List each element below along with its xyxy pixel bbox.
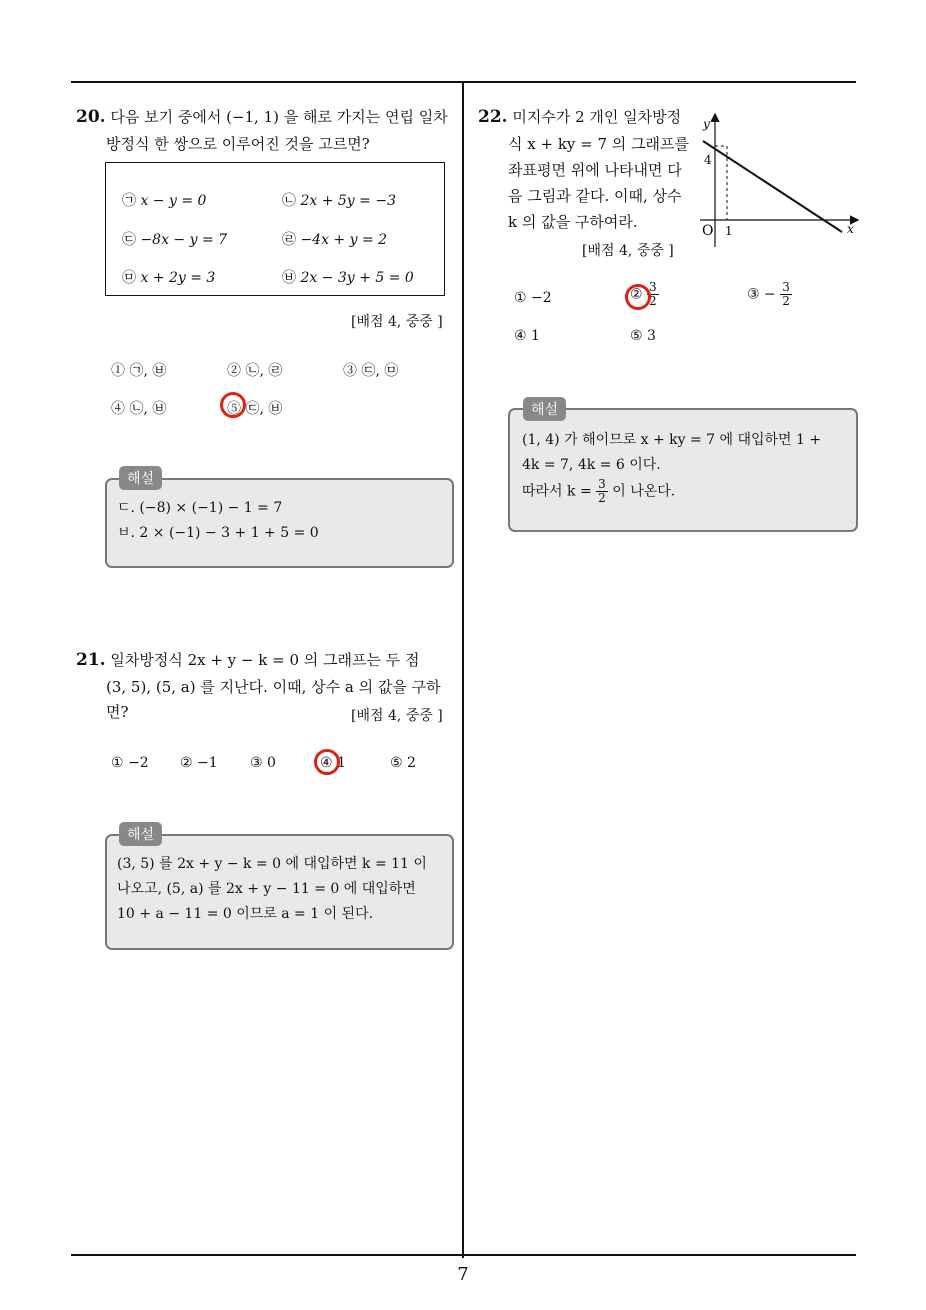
q21-choice-2[interactable]: ② −1 xyxy=(180,755,218,771)
page-number: 7 xyxy=(457,1264,469,1285)
q20-stem xyxy=(76,105,448,130)
q21-line3: 면? xyxy=(106,703,129,721)
q21-number: 21. xyxy=(76,650,106,670)
q21-stem xyxy=(76,648,420,673)
q22-choice-4[interactable]: ④ 1 xyxy=(514,328,540,344)
q20-line1: 다음 보기 중에서 (−1, 1) 을 해로 가지는 연립 일차 xyxy=(110,108,448,126)
q22-solution-line-2: 4k = 7, 4k = 6 이다. xyxy=(522,457,661,473)
q22-solution-line-1: (1, 4) 가 해이므로 x + ky = 7 에 대입하면 1 + xyxy=(522,432,822,448)
q20-solution-line-1: ㄷ. (−8) × (−1) − 1 = 7 xyxy=(117,500,283,516)
q22-solution-line-3: 따라서 k = $\frac{3}{2}$ 이 나온다. xyxy=(522,477,676,505)
origin-label: O xyxy=(702,223,714,239)
y-axis-label: y xyxy=(703,117,710,131)
q22-number: 22. xyxy=(478,107,508,127)
bottom-rule xyxy=(71,1254,856,1256)
x-axis-label: x xyxy=(847,222,854,236)
q21-choice-1[interactable]: ① −2 xyxy=(111,755,149,771)
q22-line3: 좌표평면 위에 나타내면 다 xyxy=(508,161,682,179)
q21-answer-mark xyxy=(314,749,340,775)
q20-score: [배점 4, 중중 ] xyxy=(351,314,443,330)
q20-choice-2[interactable]: ② ㉡, ㉣ xyxy=(227,363,283,379)
q22-line4: 음 그림과 같다. 이때, 상수 xyxy=(508,187,682,205)
q22-choice-5[interactable]: ⑤ 3 xyxy=(630,328,656,344)
column-divider xyxy=(462,83,464,1258)
q21-choice-4[interactable]: ④ 1 xyxy=(320,755,346,771)
q20-item-5: ㉤ x + 2y = 3 xyxy=(122,270,216,286)
q21-solution-line-3: 10 + a − 11 = 0 이므로 a = 1 이 된다. xyxy=(117,906,374,922)
q20-solution-tag: 해설 xyxy=(119,466,162,490)
q20-solution-line-2: ㅂ. 2 × (−1) − 3 + 1 + 5 = 0 xyxy=(117,525,319,541)
q21-solution-text xyxy=(117,852,427,927)
q22-line1: 미지수가 2 개인 일차방정 xyxy=(512,108,682,126)
q21-choice-3[interactable]: ③ 0 xyxy=(250,755,276,771)
q20-choice-3[interactable]: ③ ㉢, ㉤ xyxy=(343,363,399,379)
q21-choice-5[interactable]: ⑤ 2 xyxy=(390,755,416,771)
q20-item-6: ㉥ 2x − 3y + 5 = 0 xyxy=(282,270,414,286)
q22-choice-2[interactable]: ② $\frac{3}{2}$ xyxy=(630,280,657,308)
q22-solution-text xyxy=(522,428,821,505)
q22-stem xyxy=(478,105,681,130)
q20-number: 20. xyxy=(76,107,106,127)
q21-solution-line-2: 나오고, (5, a) 를 2x + y − 11 = 0 에 대입하면 xyxy=(117,881,416,897)
q22-score: [배점 4, 중중 ] xyxy=(582,243,674,259)
q22-choice-1[interactable]: ① −2 xyxy=(514,290,552,306)
q21-solution-tag: 해설 xyxy=(119,822,162,846)
q21-score: [배점 4, 중중 ] xyxy=(351,708,443,724)
q21-solution-line-1: (3, 5) 를 2x + y − k = 0 에 대입하면 k = 11 이 xyxy=(117,856,427,872)
q22-graph xyxy=(695,110,865,255)
q22-line2: 식 x + ky = 7 의 그래프를 xyxy=(508,135,690,153)
q22-answer-mark xyxy=(625,284,651,310)
q20-line2: 방정식 한 쌍으로 이루어진 것을 고르면? xyxy=(106,135,370,153)
graph-line xyxy=(703,141,842,232)
q22-line5: k 의 값을 구하여라. xyxy=(508,213,638,231)
q21-line1: 일차방정식 2x + y − k = 0 의 그래프는 두 점 xyxy=(110,651,420,669)
q20-solution-text xyxy=(117,496,319,546)
y-tick-4: 4 xyxy=(704,153,712,167)
x-tick-1: 1 xyxy=(725,224,733,238)
q20-item-3: ㉢ −8x − y = 7 xyxy=(122,232,228,248)
q20-choice-4[interactable]: ④ ㉡, ㉥ xyxy=(111,401,167,417)
q22-solution-tag: 해설 xyxy=(523,397,566,421)
q20-answer-mark xyxy=(220,392,246,418)
q20-choice-5[interactable]: ⑤ ㉢, ㉥ xyxy=(227,401,283,417)
q20-item-1: ㉠ x − y = 0 xyxy=(122,193,207,209)
q22-choice-3[interactable]: ③ − $\frac{3}{2}$ xyxy=(747,280,790,308)
q20-choice-1[interactable]: ① ㉠, ㉥ xyxy=(111,363,167,379)
q20-item-4: ㉣ −4x + y = 2 xyxy=(282,232,388,248)
q20-item-2: ㉡ 2x + 5y = −3 xyxy=(282,193,396,209)
q21-line2: (3, 5), (5, a) 를 지난다. 이때, 상수 a 의 값을 구하 xyxy=(106,678,441,696)
